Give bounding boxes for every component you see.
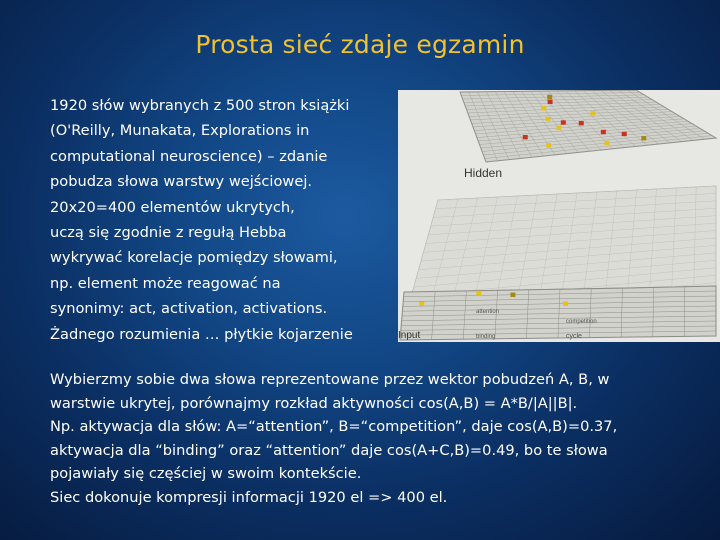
text-line: np. element może reagować na xyxy=(50,274,281,292)
text-line: Wybierzmy sobie dwa słowa reprezentowane przez wektor pobudzeń A, B, w xyxy=(50,371,610,388)
text-line: (O'Reilly, Munakata, Explorations in xyxy=(50,122,310,140)
active-unit xyxy=(523,135,528,139)
word-label: competition xyxy=(566,319,597,325)
active-unit xyxy=(556,126,561,130)
active-unit xyxy=(510,293,515,297)
active-unit xyxy=(541,106,546,110)
text-line: uczą się zgodnie z regułą Hebba xyxy=(50,224,287,242)
text-line: Siec dokonuje kompresji informacji 1920 el => 400 el. xyxy=(50,488,448,506)
slide-title: Prosta sieć zdaje egzamin xyxy=(195,30,525,59)
active-unit xyxy=(579,121,584,125)
active-unit xyxy=(547,95,552,99)
active-unit xyxy=(546,143,551,147)
text-line: wykrywać korelacje pomiędzy słowami, xyxy=(50,249,338,267)
text-line: synonimy: act, activation, activations. xyxy=(50,300,328,318)
active-unit xyxy=(563,301,568,305)
text-line: pojawiały się częściej w swoim kontekście. xyxy=(50,465,362,483)
network-visualization xyxy=(398,90,720,342)
word-label: cycle xyxy=(566,333,582,340)
description-paragraph xyxy=(50,93,395,347)
active-unit xyxy=(590,111,595,115)
active-unit xyxy=(604,141,609,145)
text-line: Żadnego rozumienia … płytkie kojarzenie xyxy=(50,325,353,343)
active-unit xyxy=(548,100,553,104)
active-unit xyxy=(545,117,550,121)
text-line: pobudza słowa warstwy wejściowej. xyxy=(50,173,313,191)
active-unit xyxy=(601,130,606,134)
explanation-paragraph xyxy=(50,368,690,510)
active-unit xyxy=(641,136,646,140)
active-unit xyxy=(561,120,566,124)
hidden-layer-label: Hidden xyxy=(464,166,503,180)
word-label: attention xyxy=(476,309,500,315)
text-line: Np. aktywacja dla słów: A=“attention”, B=“competition”, daje cos(A,B)=0.37, xyxy=(50,418,618,436)
active-unit xyxy=(419,301,424,305)
active-unit xyxy=(622,132,627,136)
input-layer-label: Input xyxy=(398,330,421,341)
active-unit xyxy=(476,291,481,295)
word-label: binding xyxy=(476,334,496,340)
network-diagram xyxy=(398,90,720,342)
text-line: 1920 słów wybranych z 500 stron książki xyxy=(50,97,350,114)
text-line: aktywacja dla “binding” oraz “attention” daje cos(A+C,B)=0.49, bo te słowa xyxy=(50,441,608,459)
text-line: warstwie ukrytej, porównajmy rozkład aktywności cos(A,B) = A*B/|A||B|. xyxy=(50,394,578,412)
text-line: 20x20=400 elementów ukrytych, xyxy=(50,198,295,216)
text-line: computational neuroscience) – zdanie xyxy=(50,147,328,165)
